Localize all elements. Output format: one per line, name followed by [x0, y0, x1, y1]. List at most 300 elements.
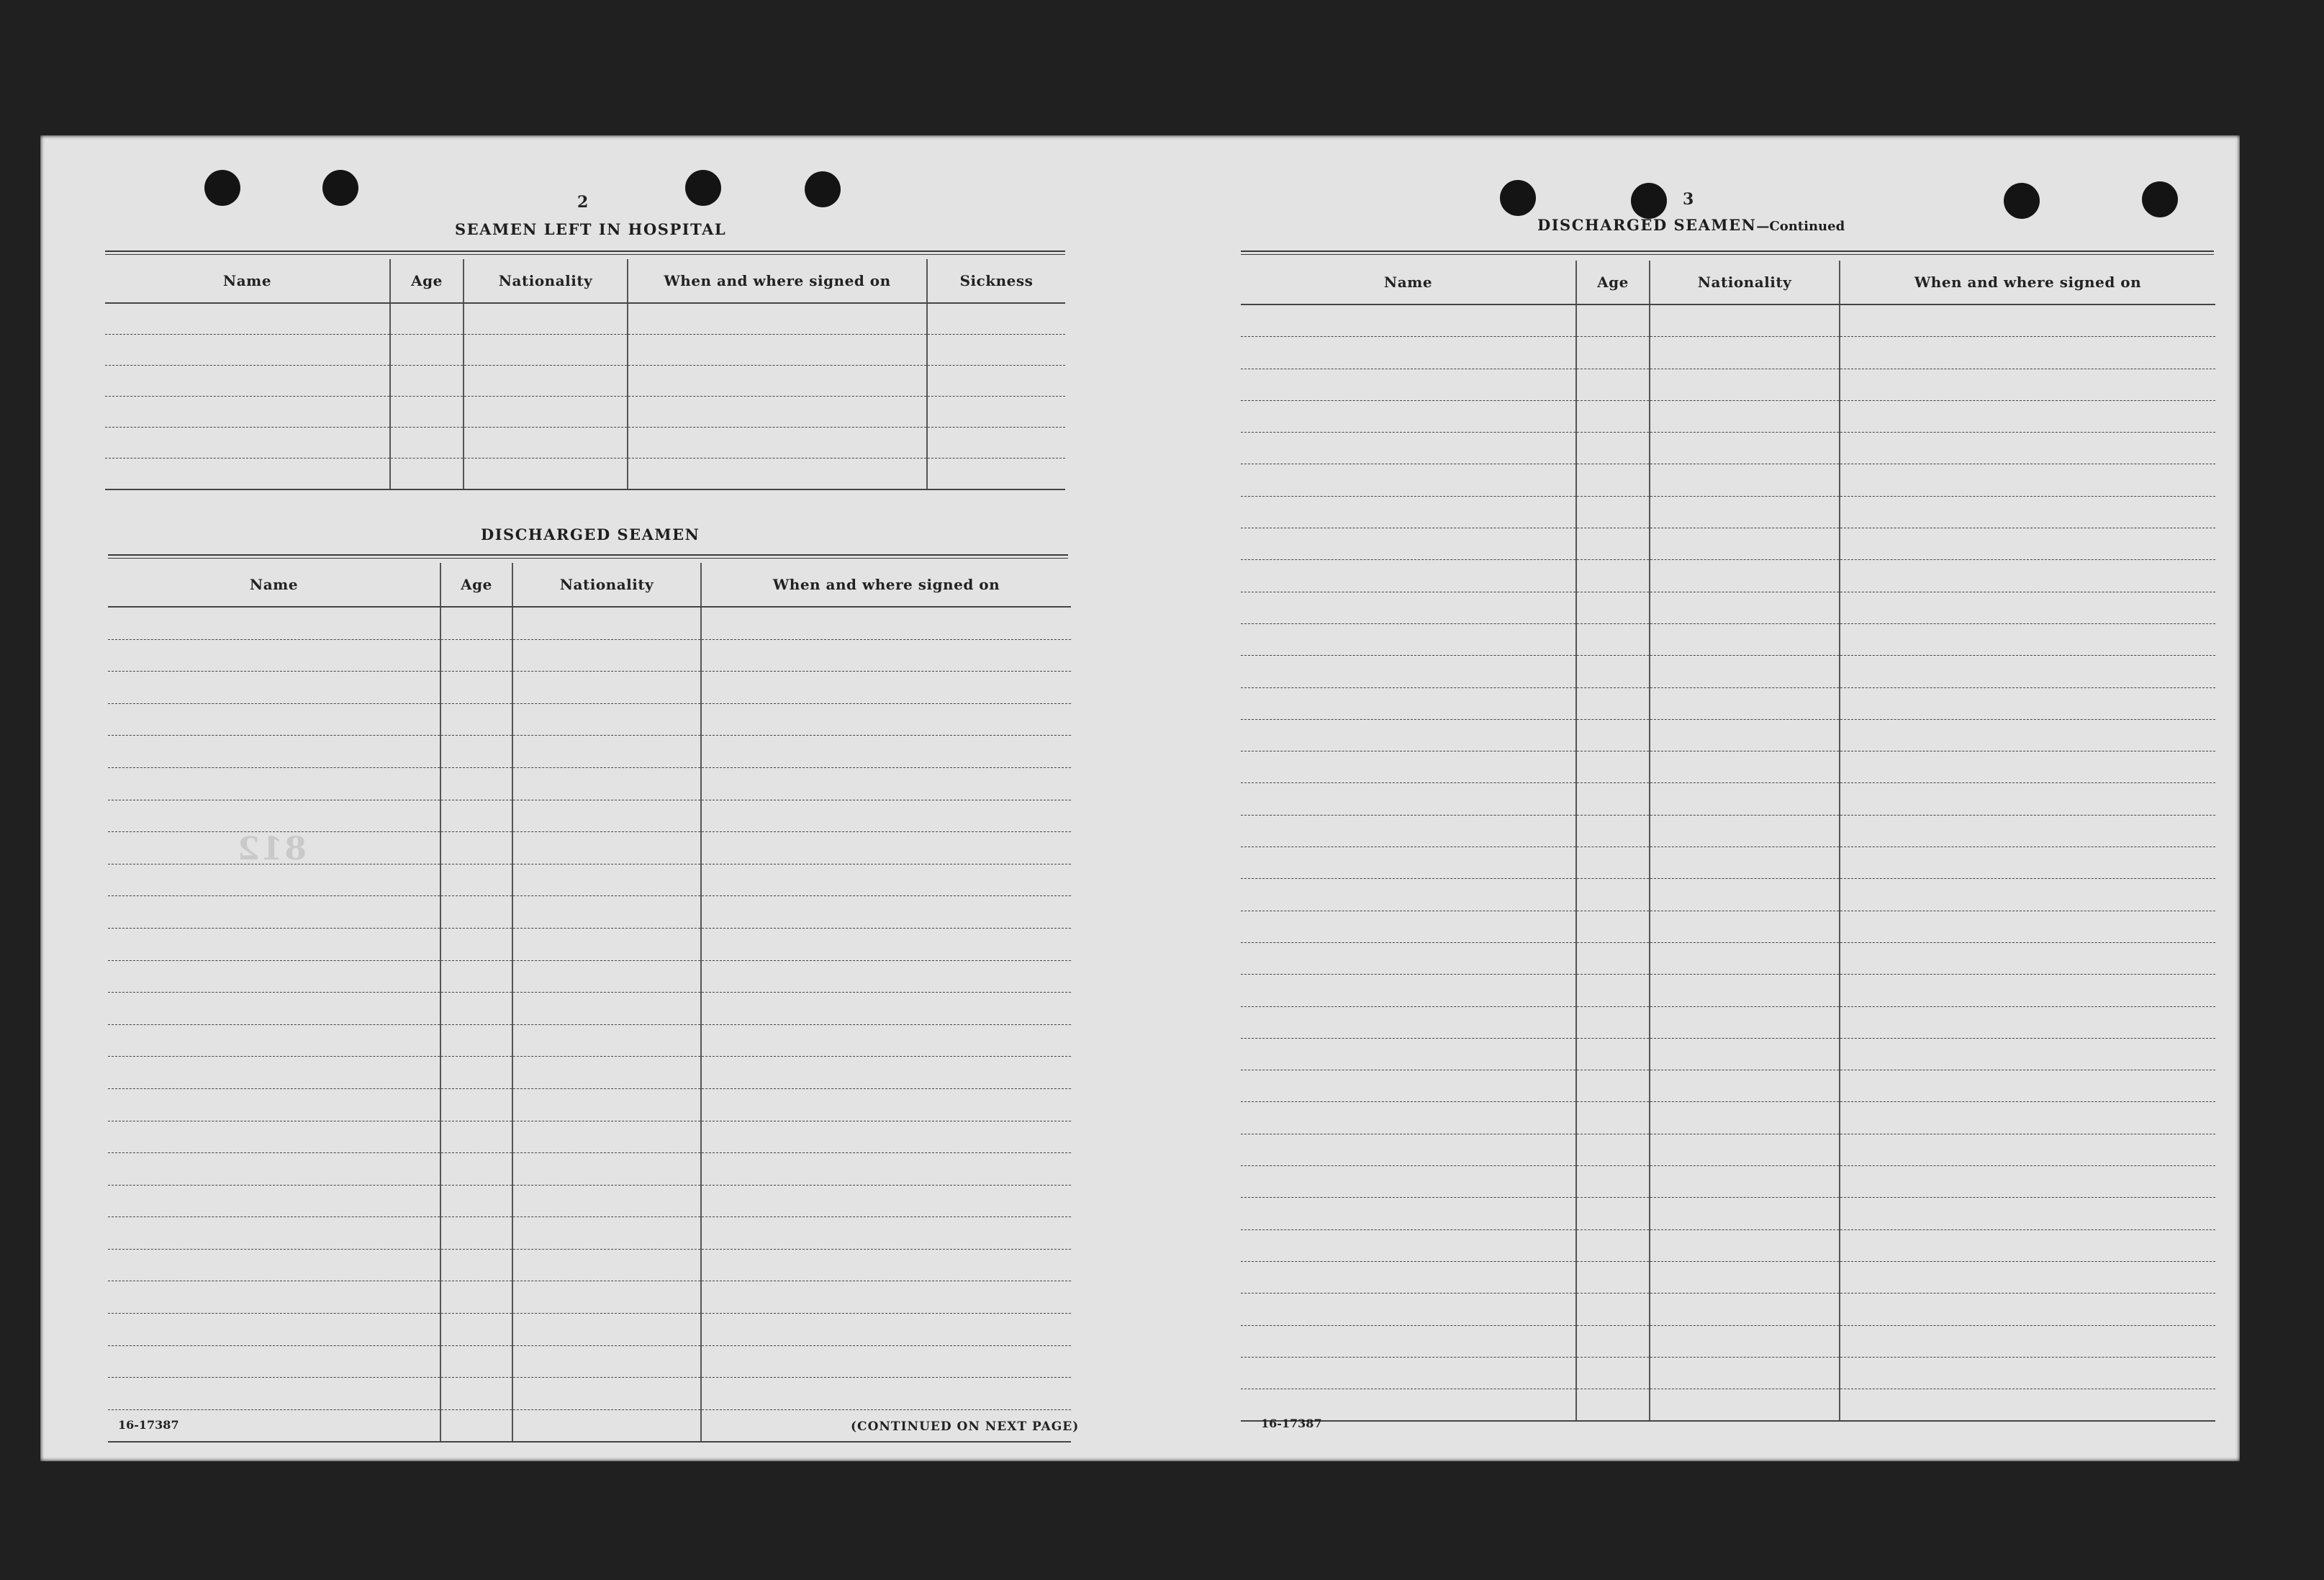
blank-cell	[1576, 400, 1650, 432]
blank-cell	[105, 428, 390, 459]
blank-cell	[1650, 433, 1840, 464]
blank-cell	[1241, 1261, 1576, 1293]
blank-cell	[1241, 464, 1576, 496]
blank-cell	[512, 1121, 701, 1153]
blank-cell	[701, 960, 1071, 993]
blank-cell	[701, 1314, 1071, 1346]
blank-cell	[108, 864, 440, 896]
blank-cell	[1241, 815, 1576, 847]
blank-cell	[440, 993, 512, 1025]
blank-cell	[1576, 1134, 1650, 1165]
blank-cell	[1576, 911, 1650, 942]
column-header-nationality: Nationality	[512, 563, 701, 607]
blank-cell	[512, 767, 701, 800]
blank-cell	[701, 1345, 1071, 1378]
blank-cell	[1650, 464, 1840, 496]
table-row	[105, 428, 1065, 459]
blank-cell	[1576, 592, 1650, 623]
blank-cell	[1840, 975, 2215, 1006]
blank-cell	[701, 736, 1071, 768]
blank-cell	[1840, 1198, 2215, 1229]
blank-cell	[1650, 911, 1840, 942]
blank-cell	[1650, 719, 1840, 751]
blank-cell	[440, 1057, 512, 1089]
blank-cell	[628, 303, 927, 335]
blank-cell	[108, 1185, 440, 1217]
table-row	[1241, 783, 2215, 815]
blank-cell	[512, 928, 701, 960]
blank-cell	[701, 1217, 1071, 1250]
blank-cell	[1576, 560, 1650, 592]
blank-cell	[1650, 1070, 1840, 1102]
table-row	[108, 896, 1071, 929]
blank-cell	[701, 639, 1071, 672]
blank-cell	[464, 428, 628, 459]
blank-cell	[512, 1281, 701, 1314]
blank-cell	[105, 397, 390, 428]
blank-cell	[1241, 687, 1576, 719]
blank-cell	[1576, 528, 1650, 560]
blank-cell	[1241, 783, 1576, 815]
table-row	[108, 607, 1071, 639]
table-row	[1241, 1261, 2215, 1293]
blank-cell	[1576, 879, 1650, 911]
table-row	[108, 1024, 1071, 1057]
blank-cell	[440, 672, 512, 704]
blank-cell	[512, 1378, 701, 1410]
blank-cell	[1650, 1294, 1840, 1325]
blank-cell	[440, 1024, 512, 1057]
hospital-table	[105, 259, 1065, 490]
blank-cell	[927, 428, 1065, 459]
blank-cell	[1840, 1261, 2215, 1293]
blank-cell	[440, 1185, 512, 1217]
blank-cell	[1650, 1389, 1840, 1422]
blank-cell	[390, 397, 464, 428]
blank-cell	[440, 607, 512, 639]
blank-cell	[512, 639, 701, 672]
table-row	[1241, 942, 2215, 974]
table-row	[1241, 623, 2215, 655]
blank-cell	[701, 896, 1071, 929]
blank-cell	[1241, 1166, 1576, 1198]
blank-cell	[1650, 496, 1840, 528]
blank-cell	[1650, 1229, 1840, 1261]
blank-cell	[1650, 592, 1840, 623]
blank-cell	[108, 896, 440, 929]
blank-cell	[1650, 623, 1840, 655]
discharged-continued-title	[1537, 216, 1845, 234]
blank-cell	[1576, 1102, 1650, 1134]
blank-cell	[440, 736, 512, 768]
blank-cell	[1576, 751, 1650, 783]
left-page	[40, 135, 1140, 1461]
blank-cell	[1840, 656, 2215, 687]
blank-cell	[512, 993, 701, 1025]
table-row	[1241, 592, 2215, 623]
table-row	[1241, 847, 2215, 879]
blank-cell	[440, 1153, 512, 1186]
table-row	[1241, 1357, 2215, 1389]
table-row	[1241, 528, 2215, 560]
table-row	[108, 767, 1071, 800]
blank-cell	[1241, 1198, 1576, 1229]
blank-cell	[701, 800, 1071, 832]
blank-cell	[464, 303, 628, 335]
blank-cell	[1241, 847, 1576, 879]
column-header-age: Age	[440, 563, 512, 607]
blank-cell	[512, 1345, 701, 1378]
blank-cell	[440, 639, 512, 672]
blank-cell	[108, 1281, 440, 1314]
blank-cell	[1650, 528, 1840, 560]
blank-cell	[701, 928, 1071, 960]
blank-cell	[1241, 975, 1576, 1006]
blank-cell	[512, 1409, 701, 1442]
column-header-age: Age	[1576, 261, 1650, 304]
column-header-when-and-where-signed-on: When and where signed on	[628, 259, 927, 303]
title-main: DISCHARGED SEAMEN	[1537, 216, 1757, 234]
blank-cell	[1241, 1294, 1576, 1325]
blank-cell	[108, 767, 440, 800]
blank-cell	[1840, 369, 2215, 400]
blank-cell	[512, 703, 701, 736]
blank-cell	[1840, 1229, 2215, 1261]
blank-cell	[701, 607, 1071, 639]
blank-cell	[440, 1345, 512, 1378]
blank-cell	[1241, 304, 1576, 337]
blank-cell	[1241, 369, 1576, 400]
blank-cell	[1241, 1325, 1576, 1357]
blank-cell	[927, 366, 1065, 397]
blank-cell	[628, 397, 927, 428]
blank-cell	[701, 1121, 1071, 1153]
page-number: 3	[1683, 190, 1694, 209]
blank-cell	[108, 960, 440, 993]
blank-cell	[701, 1057, 1071, 1089]
blank-cell	[512, 960, 701, 993]
blank-cell	[1576, 433, 1650, 464]
blank-cell	[701, 1281, 1071, 1314]
column-header-when-and-where-signed-on: When and where signed on	[701, 563, 1071, 607]
blank-cell	[108, 607, 440, 639]
blank-cell	[1840, 337, 2215, 369]
column-header-name: Name	[105, 259, 390, 303]
blank-cell	[701, 993, 1071, 1025]
table-row	[108, 800, 1071, 832]
table-row	[1241, 369, 2215, 400]
blank-cell	[1576, 687, 1650, 719]
document-sheet	[40, 135, 2240, 1461]
blank-cell	[1241, 433, 1576, 464]
blank-cell	[1576, 1070, 1650, 1102]
blank-cell	[108, 800, 440, 832]
column-header-name: Name	[108, 563, 440, 607]
blank-cell	[628, 366, 927, 397]
table-row	[1241, 1166, 2215, 1198]
blank-cell	[1840, 1294, 2215, 1325]
blank-cell	[701, 703, 1071, 736]
column-header-name: Name	[1241, 261, 1576, 304]
blank-cell	[927, 335, 1065, 366]
blank-cell	[512, 672, 701, 704]
blank-cell	[701, 1153, 1071, 1186]
table-row	[1241, 1070, 2215, 1102]
blank-cell	[1840, 1134, 2215, 1165]
blank-cell	[701, 864, 1071, 896]
blank-cell	[440, 896, 512, 929]
blank-cell	[440, 864, 512, 896]
blank-cell	[1840, 433, 2215, 464]
table-row	[105, 397, 1065, 428]
page-number: 2	[577, 193, 589, 212]
blank-cell	[1650, 687, 1840, 719]
table-row	[108, 703, 1071, 736]
blank-cell	[628, 459, 927, 490]
continued-note: (CONTINUED ON NEXT PAGE)	[851, 1419, 1080, 1434]
blank-cell	[1241, 1134, 1576, 1165]
blank-cell	[927, 459, 1065, 490]
blank-cell	[390, 459, 464, 490]
blank-cell	[1840, 1070, 2215, 1102]
blank-cell	[701, 1185, 1071, 1217]
blank-cell	[440, 832, 512, 865]
blank-cell	[512, 864, 701, 896]
blank-cell	[1241, 560, 1576, 592]
table-row	[108, 1057, 1071, 1089]
blank-cell	[512, 1249, 701, 1281]
blank-cell	[105, 335, 390, 366]
table-row	[108, 1345, 1071, 1378]
blank-cell	[464, 397, 628, 428]
blank-cell	[108, 928, 440, 960]
hospital-section-title: SEAMEN LEFT IN HOSPITAL	[455, 220, 727, 238]
blank-cell	[701, 1024, 1071, 1057]
blank-cell	[108, 1088, 440, 1121]
blank-cell	[1576, 496, 1650, 528]
blank-cell	[512, 736, 701, 768]
blank-cell	[1650, 337, 1840, 369]
blank-cell	[1241, 623, 1576, 655]
table-row	[108, 864, 1071, 896]
blank-cell	[108, 1024, 440, 1057]
blank-cell	[464, 366, 628, 397]
blank-cell	[1650, 369, 1840, 400]
blank-cell	[1840, 464, 2215, 496]
blank-cell	[108, 1057, 440, 1089]
blank-cell	[1840, 847, 2215, 879]
blank-cell	[1650, 1006, 1840, 1038]
blank-cell	[1241, 1102, 1576, 1134]
table-row	[105, 459, 1065, 490]
blank-cell	[1840, 496, 2215, 528]
blank-cell	[1241, 1038, 1576, 1070]
blank-cell	[108, 1217, 440, 1250]
blank-cell	[1650, 751, 1840, 783]
discharged-continued-table	[1241, 261, 2215, 1422]
blank-cell	[1840, 1006, 2215, 1038]
blank-cell	[1241, 1357, 1576, 1389]
blank-cell	[440, 1217, 512, 1250]
blank-cell	[701, 672, 1071, 704]
table-row	[1241, 1389, 2215, 1422]
form-number: 16-17387	[118, 1418, 179, 1432]
blank-cell	[1576, 337, 1650, 369]
blank-cell	[1241, 879, 1576, 911]
blank-cell	[1576, 304, 1650, 337]
table-row	[108, 1153, 1071, 1186]
blank-cell	[1241, 751, 1576, 783]
blank-cell	[1576, 464, 1650, 496]
table-row	[108, 736, 1071, 768]
table-row	[105, 303, 1065, 335]
blank-cell	[1576, 1166, 1650, 1198]
blank-cell	[512, 1088, 701, 1121]
blank-cell	[1650, 1102, 1840, 1134]
blank-cell	[440, 767, 512, 800]
blank-cell	[701, 1378, 1071, 1410]
blank-cell	[1840, 1166, 2215, 1198]
blank-cell	[1650, 783, 1840, 815]
table-row	[1241, 911, 2215, 942]
blank-cell	[1241, 911, 1576, 942]
blank-cell	[440, 1088, 512, 1121]
blank-cell	[1576, 1038, 1650, 1070]
blank-cell	[1241, 1229, 1576, 1261]
blank-cell	[628, 335, 927, 366]
blank-cell	[440, 1314, 512, 1346]
blank-cell	[512, 607, 701, 639]
blank-cell	[512, 1057, 701, 1089]
blank-cell	[512, 1314, 701, 1346]
blank-cell	[1840, 528, 2215, 560]
table-row	[1241, 464, 2215, 496]
table-row	[108, 1378, 1071, 1410]
table-row	[1241, 337, 2215, 369]
table-row	[108, 639, 1071, 672]
blank-cell	[1650, 815, 1840, 847]
blank-cell	[108, 1249, 440, 1281]
table-row	[108, 1281, 1071, 1314]
table-row	[1241, 751, 2215, 783]
blank-cell	[1650, 1038, 1840, 1070]
blank-cell	[1576, 623, 1650, 655]
faint-stamp: 812	[236, 831, 307, 867]
table-row	[108, 960, 1071, 993]
blank-cell	[1576, 1261, 1650, 1293]
blank-cell	[108, 703, 440, 736]
blank-cell	[1840, 911, 2215, 942]
blank-cell	[108, 1121, 440, 1153]
blank-cell	[1241, 1070, 1576, 1102]
column-header-nationality: Nationality	[464, 259, 628, 303]
blank-cell	[1241, 942, 1576, 974]
blank-cell	[105, 459, 390, 490]
table-row	[108, 1185, 1071, 1217]
blank-cell	[1576, 1198, 1650, 1229]
blank-cell	[512, 1217, 701, 1250]
blank-cell	[1650, 879, 1840, 911]
table-row	[108, 928, 1071, 960]
blank-cell	[1840, 1325, 2215, 1357]
blank-cell	[1576, 1357, 1650, 1389]
table-row	[108, 1088, 1071, 1121]
column-header-age: Age	[390, 259, 464, 303]
table-row	[108, 1217, 1071, 1250]
table-row	[1241, 400, 2215, 432]
blank-cell	[701, 1249, 1071, 1281]
blank-cell	[1840, 304, 2215, 337]
table-row	[1241, 1325, 2215, 1357]
blank-cell	[1241, 719, 1576, 751]
table-row	[108, 1121, 1071, 1153]
blank-cell	[1576, 1325, 1650, 1357]
blank-cell	[512, 896, 701, 929]
blank-cell	[1576, 783, 1650, 815]
blank-cell	[1576, 656, 1650, 687]
blank-cell	[1576, 1229, 1650, 1261]
blank-cell	[390, 366, 464, 397]
blank-cell	[108, 1345, 440, 1378]
blank-cell	[927, 397, 1065, 428]
blank-cell	[1650, 1261, 1840, 1293]
blank-cell	[1241, 528, 1576, 560]
blank-cell	[440, 960, 512, 993]
table-row	[1241, 815, 2215, 847]
blank-cell	[512, 1185, 701, 1217]
blank-cell	[440, 1121, 512, 1153]
blank-cell	[108, 672, 440, 704]
blank-cell	[1840, 400, 2215, 432]
right-page	[1140, 135, 2240, 1461]
blank-cell	[1241, 592, 1576, 623]
table-row	[1241, 1294, 2215, 1325]
blank-cell	[108, 639, 440, 672]
blank-cell	[1650, 656, 1840, 687]
blank-cell	[1840, 623, 2215, 655]
blank-cell	[108, 1314, 440, 1346]
title-suffix: —Continued	[1756, 219, 1845, 234]
blank-cell	[440, 1249, 512, 1281]
blank-cell	[1576, 1006, 1650, 1038]
table-row	[1241, 687, 2215, 719]
table-row	[1241, 1134, 2215, 1165]
blank-cell	[1840, 687, 2215, 719]
title-rule	[105, 250, 1065, 255]
blank-cell	[1840, 560, 2215, 592]
blank-cell	[1241, 1006, 1576, 1038]
blank-cell	[1840, 751, 2215, 783]
blank-cell	[390, 303, 464, 335]
blank-cell	[1576, 975, 1650, 1006]
blank-cell	[1650, 1198, 1840, 1229]
table-row	[1241, 1102, 2215, 1134]
blank-cell	[1650, 560, 1840, 592]
blank-cell	[1650, 1357, 1840, 1389]
blank-cell	[440, 1378, 512, 1410]
blank-cell	[1840, 1357, 2215, 1389]
blank-cell	[1840, 1389, 2215, 1422]
blank-cell	[1650, 400, 1840, 432]
blank-cell	[1576, 1294, 1650, 1325]
blank-cell	[1840, 879, 2215, 911]
blank-cell	[440, 800, 512, 832]
title-rule	[108, 554, 1068, 559]
blank-cell	[1840, 942, 2215, 974]
table-row	[1241, 879, 2215, 911]
blank-cell	[1576, 369, 1650, 400]
title-rule	[1241, 250, 2214, 255]
